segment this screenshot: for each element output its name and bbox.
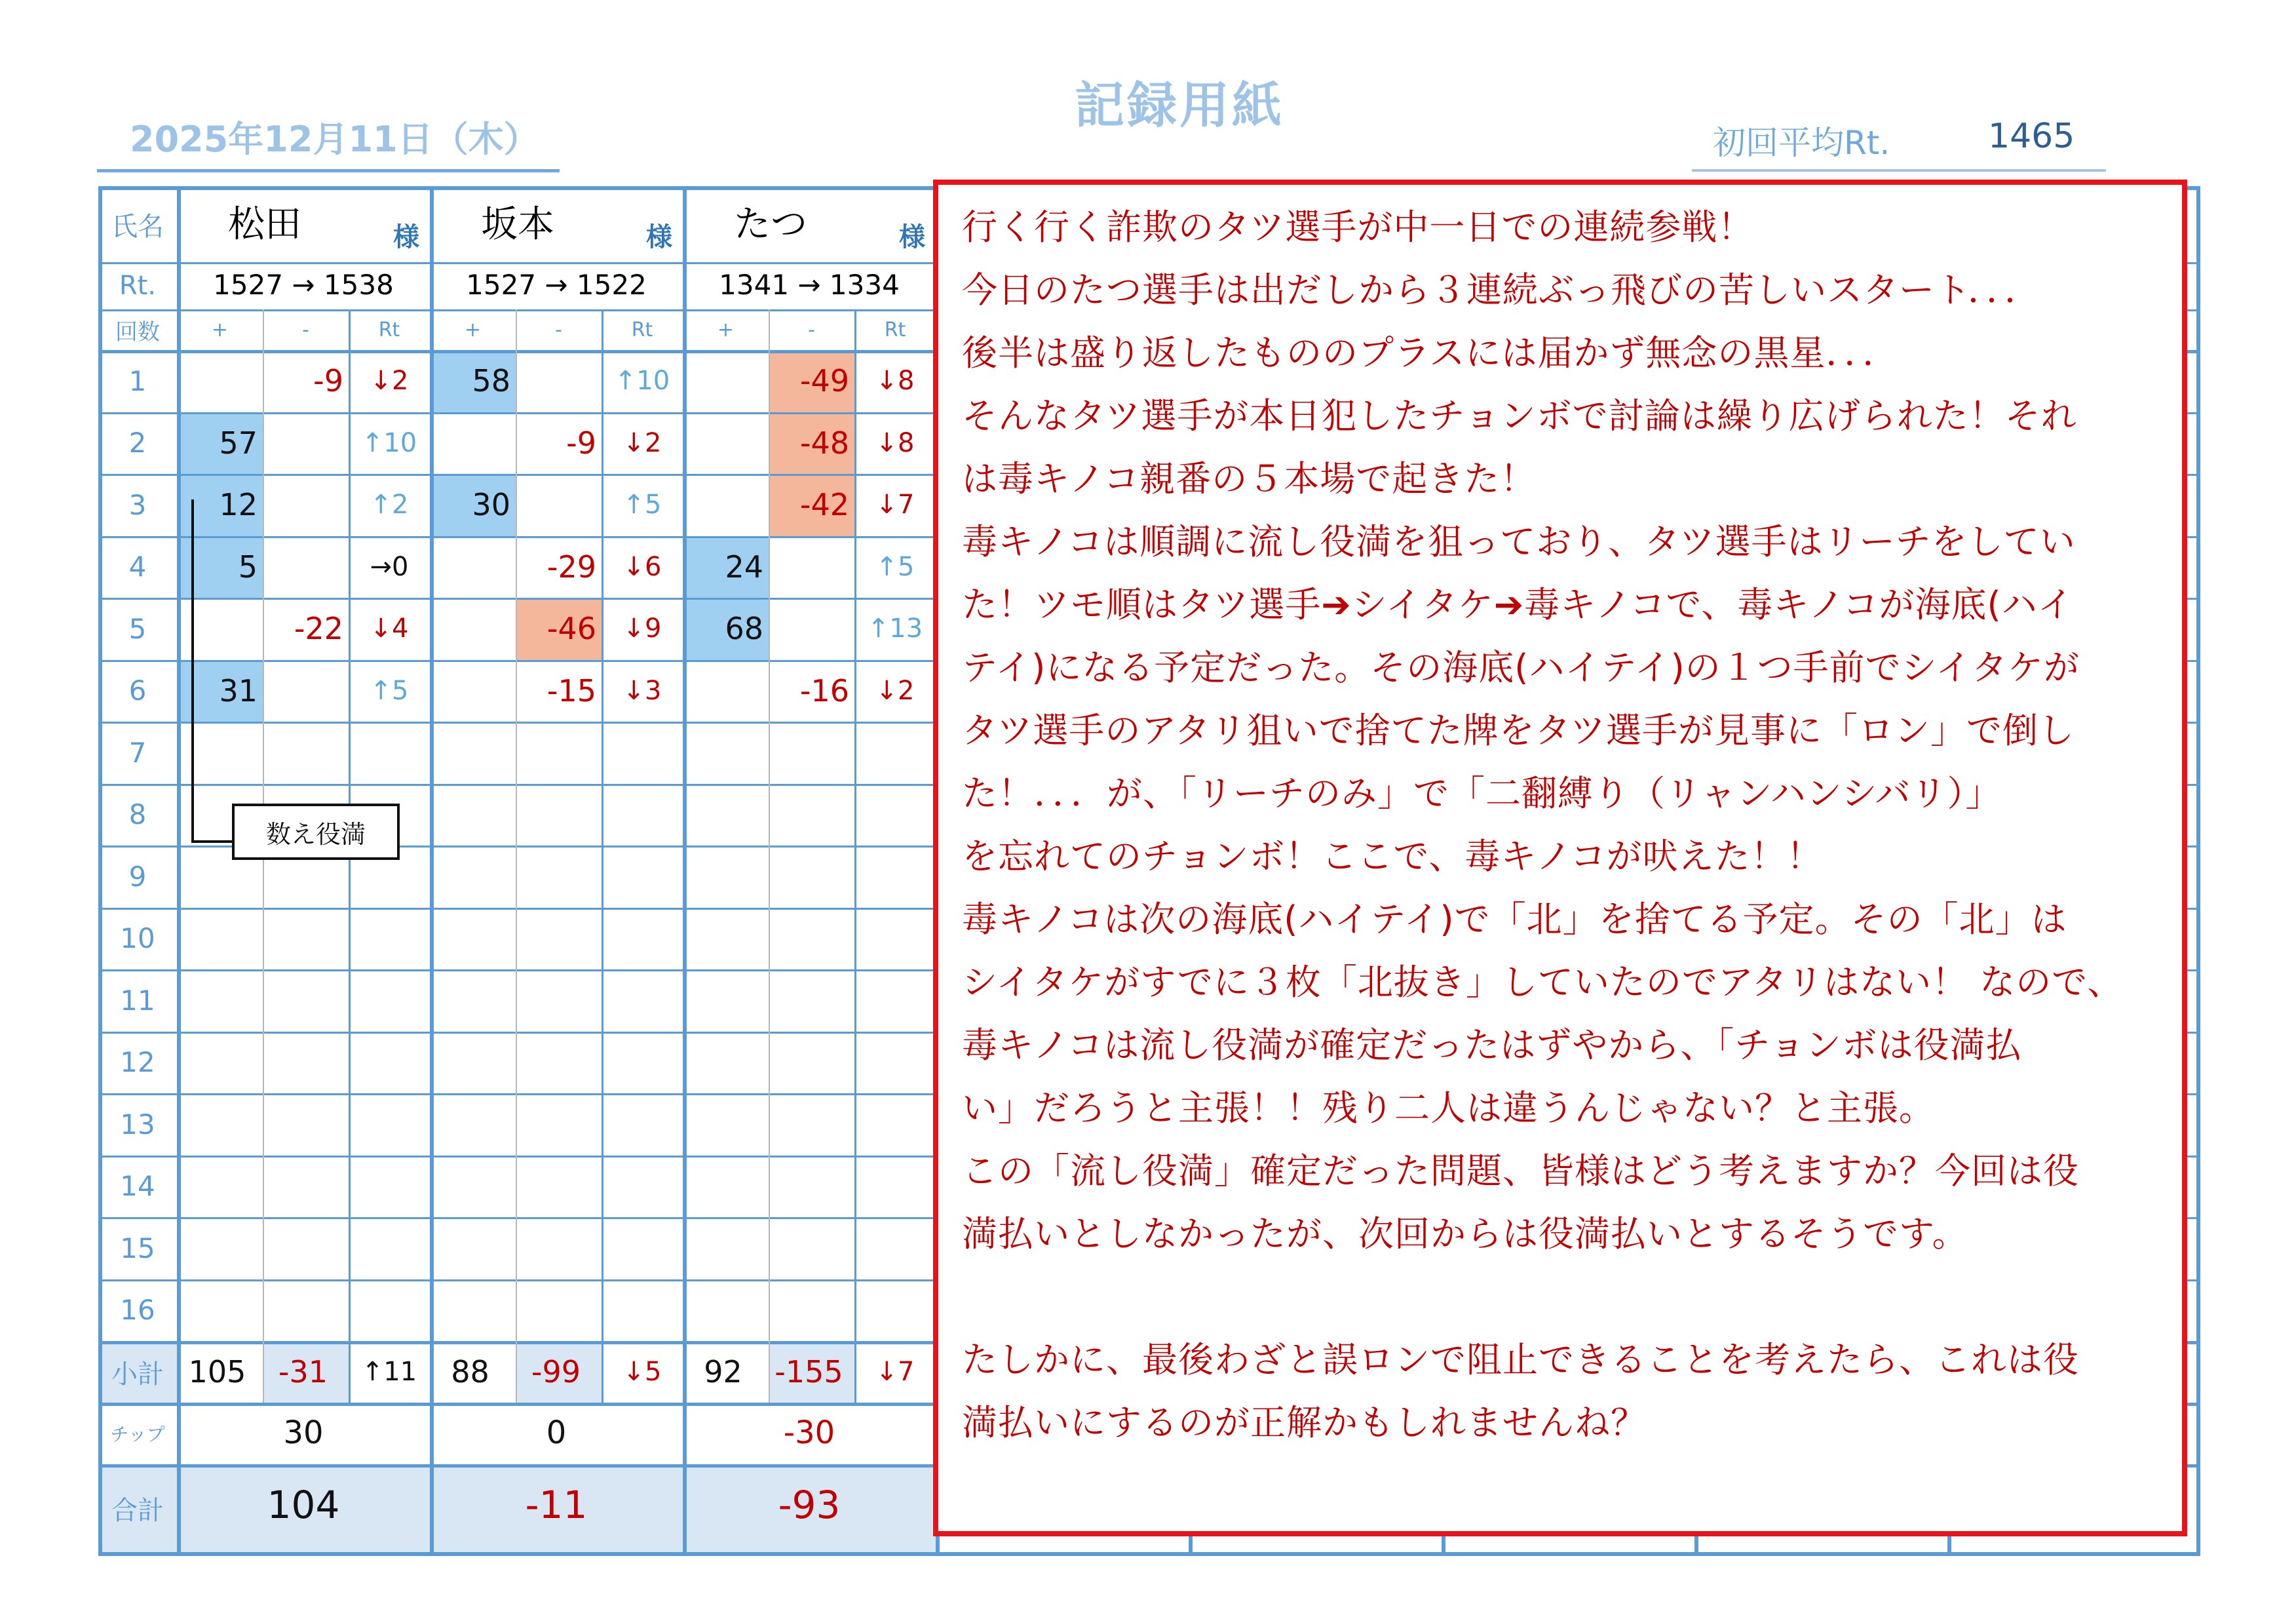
score-rating-change: →0 (370, 551, 409, 582)
comment-line: た！ツモ順はタツ選手➔シイタケ➔毒キノコで、毒キノコが海底(ハイ (962, 584, 2074, 625)
comment-line: この「流し役満」確定だった問題、皆様はどう考えますか？今回は役 (962, 1150, 2079, 1192)
chip-label: チップ (110, 1424, 165, 1445)
honorific-label: 様 (899, 222, 925, 252)
comment-line: 今日のたつ選手は出だしから３連続ぶっ飛びの苦しいスタート．．． (962, 269, 2041, 311)
round-number: 1 (128, 364, 147, 397)
subtotal-plus: 105 (188, 1354, 246, 1390)
round-number: 2 (128, 427, 147, 459)
subtotal-minus: -99 (531, 1354, 581, 1390)
player-rating: 1527 → 1522 (466, 269, 647, 301)
score-plus: 12 (219, 487, 258, 523)
grid-line (98, 1552, 2196, 1556)
grid-line (430, 186, 434, 1556)
subtotal-label: 小計 (111, 1359, 164, 1390)
score-plus: 68 (725, 611, 763, 647)
score-minus (516, 474, 602, 536)
score-plus: 30 (472, 487, 510, 523)
subtotal-rating-change: ↓5 (622, 1357, 662, 1387)
round-number: 8 (128, 798, 147, 831)
total-value: 104 (267, 1483, 340, 1527)
score-plus (177, 598, 263, 660)
score-minus: -22 (294, 611, 343, 647)
score-minus: -48 (799, 425, 849, 461)
score-minus: -49 (799, 363, 849, 399)
comment-line: を忘れてのチョンボ！ここで、毒キノコが吠えた！！ (962, 836, 1823, 877)
average-underline (1692, 169, 2106, 172)
comment-line: テイ)になる予定だった。その海底(ハイテイ)の１つ手前でシイタケが (962, 647, 2080, 688)
score-rating-change: ↑5 (622, 490, 662, 520)
plus-header: + (464, 319, 482, 341)
rt-header: Rt (378, 319, 400, 341)
round-number: 12 (120, 1046, 155, 1079)
score-rating-change: ↓7 (875, 490, 915, 520)
comment-line: 後半は盛り返したもののプラスには届かず無念の黒星．．． (962, 332, 1899, 374)
comment-line: たしかに、最後わざと誤ロンで阻止できることを考えたら、これは役 (962, 1339, 2079, 1380)
round-number: 13 (120, 1108, 155, 1140)
round-number: 16 (120, 1294, 155, 1327)
subtotal-rating-change: ↓7 (875, 1357, 915, 1387)
honorific-label: 様 (393, 222, 419, 252)
score-plus (683, 660, 769, 722)
score-rating-change: ↓4 (370, 613, 409, 644)
annotation-box: 数え役満 (232, 804, 400, 860)
score-plus: 58 (472, 363, 510, 399)
comment-box (933, 180, 2187, 1536)
comment-line: そんなタツ選手が本日犯したチョンボで討論は繰り広げられた！それ (962, 395, 2077, 437)
grid-subline (602, 309, 603, 1403)
score-plus (430, 412, 516, 475)
score-minus (263, 412, 349, 475)
record-date: 2025年12月11日（木） (130, 119, 539, 160)
minus-header: - (302, 319, 309, 341)
score-minus: -9 (313, 363, 343, 399)
rt-header: Rt (884, 319, 906, 341)
comment-line: タツ選手のアタリ狙いで捨てた牌をタツ選手が見事に「ロン」で倒し (962, 710, 2075, 751)
score-minus (769, 536, 854, 598)
minus-header: - (808, 319, 815, 341)
score-rating-change: ↓2 (370, 366, 409, 397)
grid-line (98, 186, 102, 1556)
initial-average-rating-value: 1465 (1988, 117, 2075, 156)
round-number: 5 (128, 612, 147, 645)
round-number: 11 (120, 984, 155, 1017)
score-rating-change: ↑5 (370, 675, 409, 706)
honorific-label: 様 (646, 222, 672, 252)
subtotal-rating-change: ↑11 (361, 1357, 417, 1387)
player-name: たつ (734, 203, 807, 246)
score-minus: -46 (546, 611, 596, 647)
score-plus (430, 598, 516, 660)
score-rating-change: ↓8 (875, 427, 915, 458)
score-minus (769, 598, 854, 660)
annotation-line-vertical (191, 499, 194, 843)
score-rating-change: ↓2 (622, 427, 662, 458)
score-plus: 57 (219, 425, 258, 461)
score-rating-change: ↑10 (361, 427, 417, 458)
minus-header: - (555, 319, 562, 341)
round-number: 3 (128, 488, 147, 521)
total-label: 合計 (111, 1495, 164, 1526)
player-rating: 1527 → 1538 (213, 269, 394, 301)
comment-line: 行く行く詐欺のタツ選手が中一日での連続参戦！ (962, 206, 1754, 248)
score-plus (683, 350, 769, 412)
round-number: 7 (128, 736, 147, 769)
total-value: -93 (778, 1483, 841, 1527)
plus-header: + (211, 319, 229, 341)
player-name: 坂本 (481, 203, 554, 246)
comment-line: い」だろうと主張！！残り二人は違うんじゃない？と主張。 (962, 1087, 1935, 1129)
score-minus: -16 (799, 672, 849, 709)
score-rating-change: ↑13 (867, 613, 923, 644)
name-label: 氏名 (111, 211, 164, 242)
comment-line: 毒キノコは順調に流し役満を狙っており、タツ選手はリーチをしてい (962, 521, 2076, 562)
page-title: 記録用紙 (1075, 76, 1284, 134)
score-minus (263, 660, 349, 722)
score-minus (263, 536, 349, 598)
score-rating-change: ↓9 (622, 613, 662, 644)
chip-value: -30 (783, 1414, 835, 1451)
score-rating-change: ↑2 (370, 490, 409, 520)
grid-line (177, 186, 181, 1556)
subtotal-minus: -31 (278, 1354, 328, 1390)
chip-value: 0 (546, 1414, 567, 1451)
total-value: -11 (525, 1483, 588, 1527)
rating-label: Rt. (119, 271, 157, 301)
score-minus (263, 474, 349, 536)
subtotal-minus: -155 (775, 1354, 843, 1390)
grid-subline (769, 309, 770, 1403)
comment-line: 毒キノコは流し役満が確定だったはずやから、「チョンボは役満払 (962, 1024, 2022, 1066)
player-name: 松田 (228, 203, 301, 246)
score-rating-change: ↑5 (875, 551, 915, 582)
grid-subline (854, 309, 856, 1403)
score-minus: -15 (546, 672, 596, 709)
round-number: 10 (120, 922, 155, 955)
grid-line (2196, 186, 2200, 1556)
score-minus: -42 (799, 487, 849, 523)
score-plus (177, 350, 263, 412)
score-plus: 24 (725, 549, 763, 585)
score-rating-change: ↓8 (875, 366, 915, 397)
score-rating-change: ↓6 (622, 551, 662, 582)
comment-line: 満払いにするのが正解かもしれませんね？ (962, 1402, 1647, 1443)
player-rating: 1341 → 1334 (719, 269, 900, 301)
comment-line: は毒キノコ親番の５本場で起きた！ (962, 458, 1537, 499)
comment-line: 満払いとしなかったが、次回からは役満払いとするそうです。 (962, 1213, 1968, 1255)
score-plus (430, 660, 516, 722)
initial-average-rating-label: 初回平均Rt. (1713, 124, 1890, 162)
rt-header: Rt (631, 319, 653, 341)
annotation-line-horizontal (191, 840, 233, 843)
score-plus (430, 536, 516, 598)
comment-line: た！．．．が、「リーチのみ」で「二翻縛り（リャンハンシバリ）」 (962, 773, 2002, 814)
score-plus: 31 (219, 672, 258, 709)
round-number: 9 (128, 860, 147, 893)
date-underline (97, 169, 560, 172)
grid-subline (516, 309, 517, 1403)
round-label: 回数 (115, 319, 160, 345)
score-plus (683, 474, 769, 536)
plus-header: + (717, 319, 735, 341)
round-number: 4 (128, 551, 147, 583)
subtotal-plus: 92 (704, 1354, 742, 1390)
score-plus: 5 (238, 549, 258, 585)
chip-value: 30 (283, 1414, 324, 1451)
round-number: 14 (120, 1170, 155, 1203)
score-rating-change: ↓2 (875, 675, 915, 706)
score-minus: -9 (566, 425, 596, 461)
score-plus (683, 412, 769, 475)
grid-line (683, 186, 687, 1556)
score-rating-change: ↓3 (622, 675, 662, 706)
score-rating-change: ↑10 (614, 366, 670, 397)
score-minus: -29 (546, 549, 596, 585)
comment-line: 毒キノコは次の海底(ハイテイ)で「北」を捨てる予定。その「北」は (962, 899, 2067, 940)
score-minus (516, 350, 602, 412)
subtotal-plus: 88 (451, 1354, 489, 1390)
round-number: 15 (120, 1232, 155, 1264)
round-number: 6 (128, 674, 147, 707)
comment-line: シイタケがすでに３枚「北抜き」していたのでアタリはない！ なので、 (962, 962, 2124, 1003)
